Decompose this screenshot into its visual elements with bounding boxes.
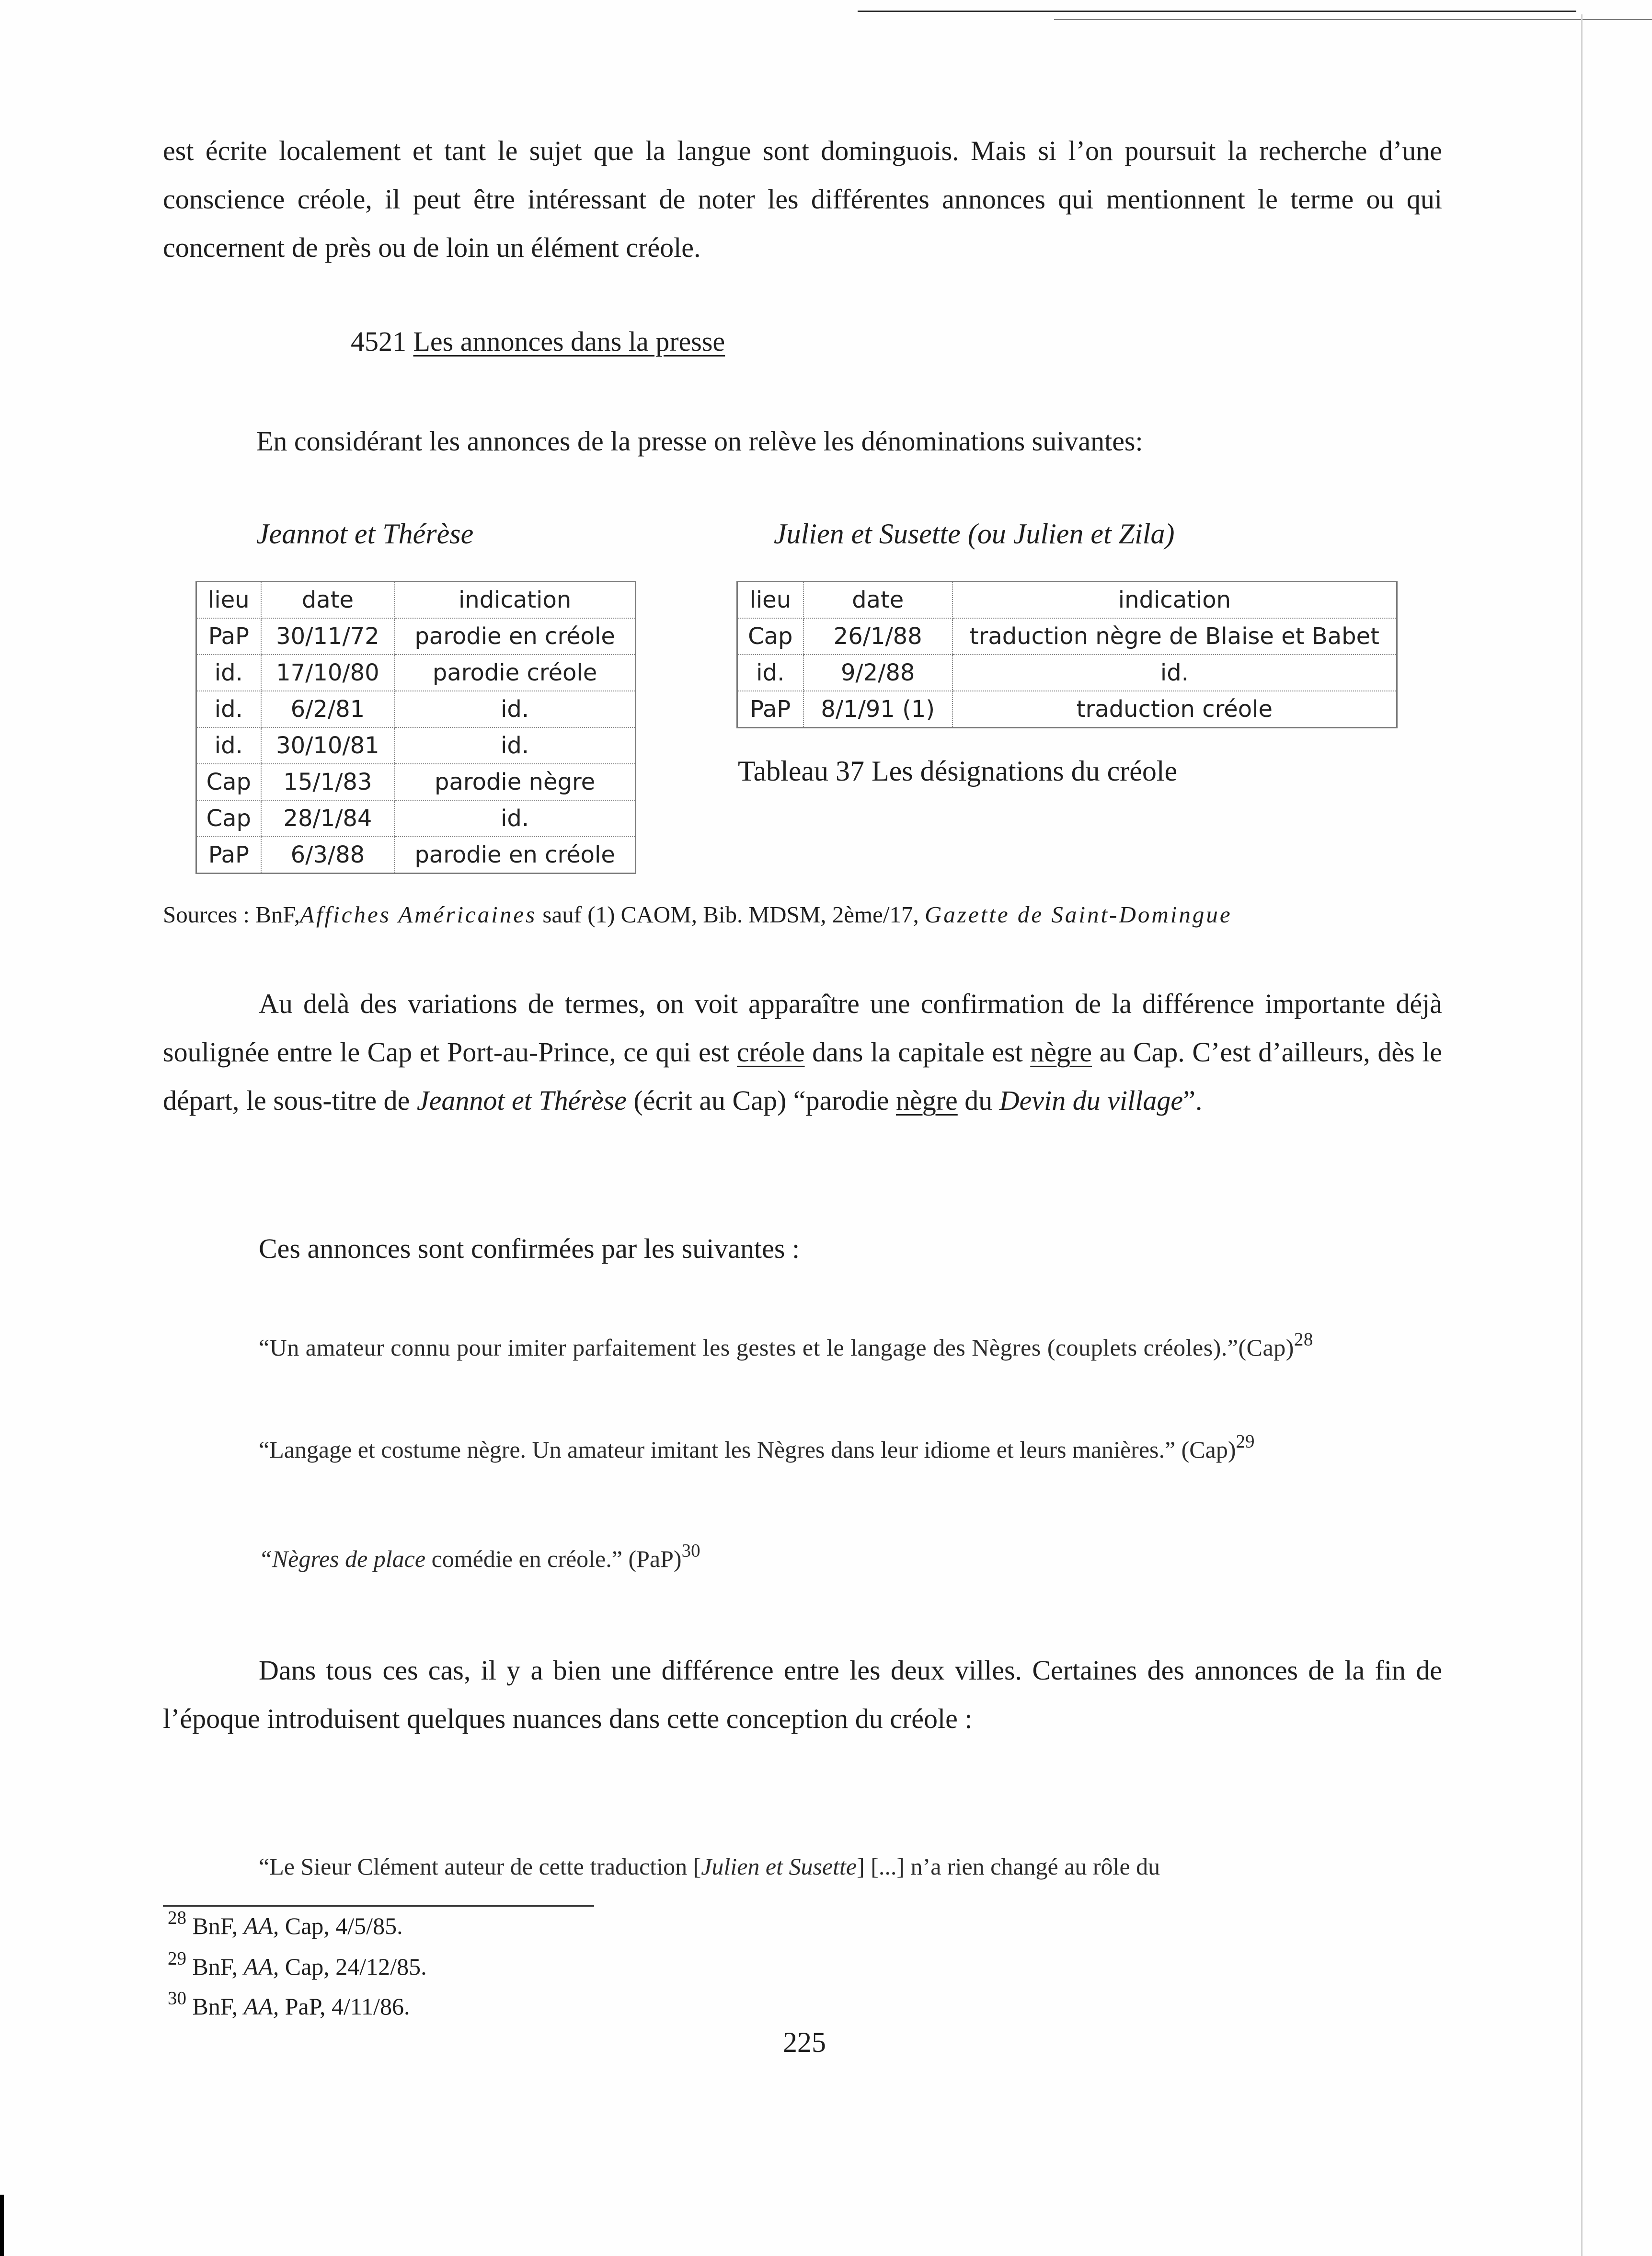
cell-lieu: id.	[737, 655, 803, 691]
cell-lieu: Cap	[737, 618, 803, 655]
table-header-row	[196, 582, 636, 619]
title-julien-susette: Julien et Susette	[701, 1853, 857, 1880]
column-header-lieu: lieu	[737, 582, 803, 619]
table-row	[196, 764, 636, 800]
table-row	[196, 800, 636, 837]
section-title: Les annonces dans la presse	[413, 326, 725, 357]
footnote-ref: Cap, 24/12/85.	[285, 1953, 427, 1980]
cell-indication: id.	[952, 655, 1397, 691]
table-row	[737, 691, 1397, 728]
footnote-abbrev: AA,	[243, 1993, 279, 2020]
paragraph-2-text-i: du	[964, 1085, 993, 1116]
paragraph-2-text-e: au Cap. C’est d’ailleurs, dès le départ, le sous-titre de	[163, 1036, 1443, 1116]
footnote-source: BnF,	[192, 1953, 238, 1980]
paragraph-1-line-2: recherche d’une conscience créole, il peut être intéressant de noter les différentes annonces	[163, 135, 1443, 215]
cell-date: 8/1/91 (1)	[803, 691, 952, 728]
top-border-line-2	[1054, 19, 1652, 20]
title-jeannot-therese: Jeannot et Thérèse	[416, 1085, 627, 1116]
footnote-ref-29: 29	[1236, 1431, 1255, 1452]
quote-3	[259, 1535, 700, 1583]
cell-indication: traduction créole	[1076, 696, 1273, 723]
quote-2-text: “Langage et costume nègre. Un amateur imitant les Nègres dans leur idiome et leurs manières.” (Cap)	[259, 1436, 1236, 1463]
sources-archive: sauf (1) CAOM, Bib. MDSM, 2ème/17,	[542, 901, 919, 928]
cell-date: 17/10/80	[261, 655, 395, 691]
table-row	[196, 837, 636, 874]
cell-lieu: PaP	[196, 618, 261, 655]
cell-lieu: id.	[196, 691, 261, 727]
term-negre: nègre	[1030, 1036, 1092, 1068]
cell-lieu: PaP	[196, 837, 261, 874]
quote-4	[259, 1842, 1160, 1890]
term-negre-2: nègre	[895, 1085, 958, 1116]
footnote-number: 28	[168, 1907, 186, 1928]
paragraph-2	[163, 979, 1442, 1125]
sources-prefix: Sources : BnF,	[163, 901, 300, 928]
cell-indication: id.	[394, 800, 635, 837]
footnote-30	[168, 1988, 410, 2020]
section-number: 4521	[351, 326, 406, 357]
column-header-indication: indication	[952, 582, 1397, 619]
table-row	[196, 655, 636, 691]
footnote-28	[168, 1907, 403, 1940]
table-1-title: Jeannot et Thérèse	[256, 518, 474, 550]
footnote-number: 29	[168, 1948, 186, 1969]
cell-lieu: Cap	[196, 800, 261, 837]
table-caption: Tableau 37 Les désignations du créole	[738, 755, 1178, 787]
paragraph-4: Dans tous ces cas, il y a bien une différence entre les deux villes. Certaines des annonces de la fin de l’époque introduisent quelques nuances dans cette conception du créole :	[163, 1655, 1442, 1734]
column-header-date: date	[803, 582, 952, 619]
sources-line	[163, 901, 1232, 928]
quote-1-text: “Un amateur connu pour imiter parfaitement les gestes et le langage des Nègres (couplets créoles).”(Cap)	[259, 1334, 1294, 1361]
table-row	[196, 691, 636, 727]
cell-date: 28/1/84	[261, 800, 395, 837]
table-2-title: Julien et Susette (ou Julien et Zila)	[774, 518, 1175, 550]
cell-date: 30/10/81	[261, 727, 395, 764]
cell-lieu: PaP	[737, 691, 803, 728]
table-header-row	[737, 582, 1397, 619]
paragraph-2-text-c: dans la capitale est	[812, 1036, 1023, 1068]
table-row	[737, 618, 1397, 655]
footnote-separator	[163, 1905, 594, 1907]
table-row	[737, 655, 1397, 691]
cell-date: 9/2/88	[803, 655, 952, 691]
title-devin-du-village: Devin du village	[999, 1085, 1183, 1116]
footnote-ref: PaP, 4/11/86.	[285, 1993, 410, 2020]
cell-indication: parodie en créole	[414, 841, 615, 868]
column-header-date: date	[261, 582, 395, 619]
cell-date: 26/1/88	[803, 618, 952, 655]
cell-indication: parodie nègre	[394, 764, 635, 800]
intro-sentence: En considérant les annonces de la presse on relève les dénominations suivantes:	[256, 426, 1143, 457]
footnote-abbrev: AA,	[243, 1953, 279, 1980]
cell-date: 6/2/81	[261, 691, 395, 727]
cell-lieu: Cap	[196, 764, 261, 800]
paragraph-1-line-3: qui mentionnent le terme ou qui concernent de près ou de loin un élément créole.	[163, 184, 1443, 263]
quote-1	[163, 1324, 1442, 1371]
sources-affiches: Affiches Américaines	[300, 901, 537, 928]
section-heading	[351, 317, 725, 366]
quote-4-text-a: “Le Sieur Clément auteur de cette traduction [	[259, 1853, 701, 1880]
sources-gazette: Gazette de Saint-Domingue	[925, 901, 1232, 928]
cell-lieu: id.	[196, 655, 261, 691]
table-julien-susette	[736, 581, 1398, 728]
cell-indication: parodie en créole	[394, 618, 635, 655]
footnote-29	[168, 1948, 427, 1980]
paragraph-1-line-1: est écrite localement et tant le sujet que la langue sont dominguois. Mais si l’on poursuit la	[163, 135, 1248, 166]
paragraph-2-text-k: ”.	[1183, 1085, 1203, 1116]
footnote-source: BnF,	[192, 1993, 238, 2020]
paragraph-3: Ces annonces sont confirmées par les suivantes :	[259, 1233, 800, 1264]
cell-indication: id.	[394, 727, 635, 764]
footnote-ref-28: 28	[1294, 1329, 1313, 1350]
quote-3-text: comédie en créole.” (PaP)	[431, 1545, 682, 1572]
column-header-lieu: lieu	[196, 582, 261, 619]
paragraph-2-text-g: (écrit au Cap) “parodie	[633, 1085, 889, 1116]
footnote-ref-30: 30	[681, 1540, 700, 1561]
paragraph-1	[163, 127, 1442, 272]
footnote-number: 30	[168, 1988, 186, 2009]
page-number: 225	[783, 2026, 826, 2058]
quote-4-text-c: ] [...] n’a rien changé au rôle du	[857, 1853, 1160, 1880]
term-creole: créole	[736, 1036, 805, 1068]
table-row	[196, 618, 636, 655]
table-jeannot-therese	[195, 581, 636, 874]
footnote-abbrev: AA,	[243, 1912, 279, 1939]
cell-indication: id.	[394, 691, 635, 727]
cell-date: 30/11/72	[261, 618, 395, 655]
cell-date: 6/3/88	[261, 837, 395, 874]
column-header-indication: indication	[394, 582, 635, 619]
paragraph-2-text-a: Au delà des variations de termes, on voit apparaître une confirmation de la différence importante déjà soulignée entre le Cap et Port-au-Prince, ce qui est	[163, 988, 1442, 1068]
page-edge-line	[1581, 14, 1583, 2256]
quote-2	[163, 1426, 1442, 1473]
table-row	[196, 727, 636, 764]
cell-date: 15/1/83	[261, 764, 395, 800]
cell-lieu: id.	[196, 727, 261, 764]
cell-indication: parodie créole	[394, 655, 635, 691]
scan-margin-mark	[0, 2195, 4, 2256]
footnote-source: BnF,	[192, 1912, 238, 1939]
footnote-ref: Cap, 4/5/85.	[285, 1912, 403, 1939]
top-border-line	[858, 11, 1576, 12]
title-negres-de-place: “Nègres de place	[259, 1545, 426, 1572]
cell-indication: traduction nègre de Blaise et Babet	[952, 618, 1397, 655]
